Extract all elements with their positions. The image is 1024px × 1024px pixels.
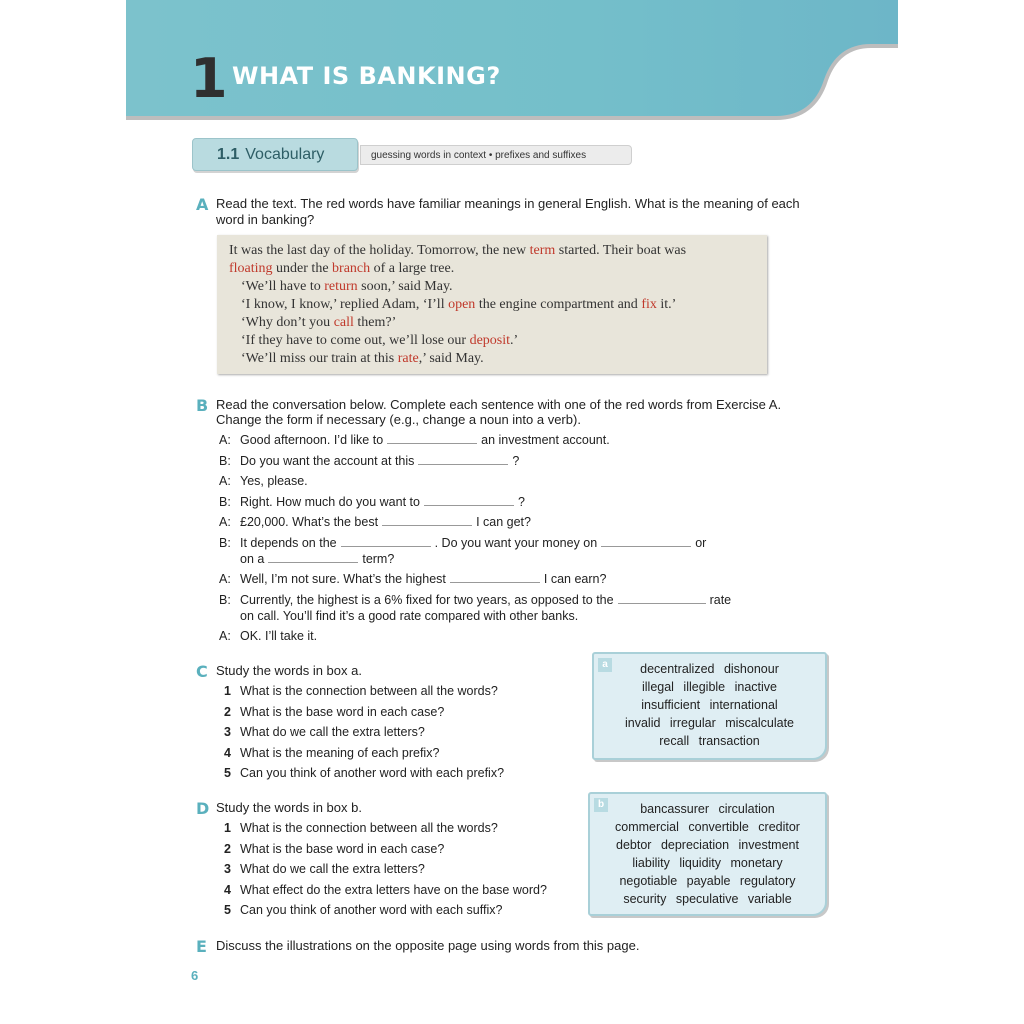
- word-box-line: commercial convertible creditor: [615, 820, 800, 834]
- question-number: 3: [224, 862, 231, 876]
- section-tab: [192, 138, 358, 171]
- box-a-label: a: [598, 658, 612, 672]
- answer-blank: [268, 552, 358, 563]
- dialogue-text: ?: [512, 454, 520, 468]
- dialogue-line: [240, 474, 308, 488]
- unit-number: 1: [190, 47, 228, 110]
- question-text: What is the connection between all the words?: [240, 821, 498, 835]
- red-word: fix: [641, 297, 657, 312]
- speaker-label: B:: [219, 536, 231, 550]
- dialogue-text: . Do you want your money on: [434, 536, 598, 550]
- answer-blank: [341, 536, 431, 547]
- story-text: ‘I know, I know,’ replied Adam, ‘I’ll: [241, 297, 449, 312]
- red-word: branch: [332, 261, 371, 276]
- box-b-label: b: [594, 798, 608, 812]
- red-word: rate: [397, 351, 419, 366]
- answer-blank: [387, 433, 477, 444]
- red-word: open: [448, 297, 476, 312]
- dialogue-text: Well, I’m not sure. What’s the highest: [240, 572, 446, 586]
- story-text: ‘If they have to come out, we’ll lose our: [241, 333, 470, 348]
- section-number: 1.1: [217, 145, 240, 163]
- question-text: What do we call the extra letters?: [240, 725, 425, 739]
- answer-blank: [601, 536, 691, 547]
- story-text: ,’ said May.: [418, 351, 484, 366]
- question-number: 3: [224, 725, 231, 739]
- story-line: [241, 279, 453, 295]
- page-number: 6: [191, 968, 199, 983]
- story-line: [229, 261, 454, 277]
- dialogue-text: Yes, please.: [240, 474, 308, 488]
- exercise-b-instruction-cont: Change the form if necessary (e.g., change a noun into a verb).: [216, 412, 581, 427]
- question-number: 1: [224, 821, 231, 835]
- answer-blank: [450, 572, 540, 583]
- exercise-c-instruction: Study the words in box a.: [216, 663, 362, 678]
- speaker-label: B:: [219, 495, 231, 509]
- word-box-line: bancassurer circulation: [640, 802, 775, 816]
- exercise-b-instruction: Read the conversation below. Complete each sentence with one of the red words from Exercise A.: [216, 397, 782, 412]
- question-number: 1: [224, 684, 231, 698]
- dialogue-text: Right. How much do you want to: [240, 495, 420, 509]
- dialogue-line: [240, 629, 317, 643]
- story-line: [241, 297, 676, 313]
- answer-blank: [424, 495, 514, 506]
- story-text: the engine compartment and: [475, 297, 642, 312]
- question-text: What is the base word in each case?: [240, 704, 445, 719]
- red-word: term: [529, 243, 556, 258]
- question-text: Can you think of another word with each suffix?: [240, 903, 503, 917]
- story-text: ‘We’ll have to: [241, 279, 325, 294]
- question-number: 4: [224, 882, 231, 897]
- red-word: return: [324, 279, 358, 294]
- word-box-line: negotiable payable regulatory: [619, 874, 796, 888]
- word-box-b: [588, 792, 827, 916]
- story-text: It was the last day of the holiday. Tomorrow, the new: [229, 243, 530, 258]
- question-text: What is the base word in each case?: [240, 841, 445, 856]
- question-number: 2: [224, 704, 231, 719]
- dialogue-text: Good afternoon. I’d like to: [240, 433, 384, 447]
- question-text: What effect do the extra letters have on the base word?: [240, 882, 547, 897]
- story-line: [241, 351, 484, 367]
- section-topics: guessing words in context • prefixes and suffixes: [360, 145, 632, 165]
- story-text: soon,’ said May.: [357, 279, 453, 294]
- word-box-a: [592, 652, 827, 760]
- exercise-e-letter: E: [196, 937, 207, 956]
- dialogue-line: [240, 495, 525, 509]
- story-text: it.’: [656, 297, 677, 312]
- word-box-line: invalid irregular miscalculate: [624, 716, 794, 730]
- unit-banner: [126, 0, 898, 122]
- exercise-b-letter: B: [196, 396, 209, 415]
- dialogue-text: OK. I’ll take it.: [240, 629, 318, 643]
- speaker-label: A:: [219, 629, 231, 643]
- dialogue-text: an investment account.: [481, 433, 610, 447]
- story-text: .’: [510, 333, 519, 348]
- story-text: ‘We’ll miss our train at this: [241, 351, 398, 366]
- dialogue-text: I can earn?: [543, 572, 607, 586]
- question-number: 5: [224, 903, 231, 917]
- answer-blank: [418, 454, 508, 465]
- story-line: [241, 333, 518, 349]
- answer-blank: [382, 515, 472, 526]
- dialogue-line: [240, 536, 706, 550]
- exercise-c-letter: C: [196, 662, 208, 681]
- dialogue-line: [240, 609, 578, 623]
- dialogue-text: on a: [240, 552, 265, 566]
- question-number: 4: [224, 745, 231, 760]
- red-word: floating: [229, 261, 273, 276]
- section-name: Vocabulary: [245, 145, 325, 163]
- dialogue-line: [240, 515, 531, 529]
- dialogue-text: ?: [517, 495, 525, 509]
- dialogue-text: It depends on the: [240, 536, 337, 550]
- story-line: [229, 243, 686, 259]
- exercise-a-instruction-cont: word in banking?: [216, 212, 315, 227]
- word-box-line: decentralized dishonour: [640, 662, 779, 676]
- question-number: 2: [224, 841, 231, 856]
- speaker-label: B:: [219, 454, 231, 468]
- word-box-line: recall transaction: [659, 734, 760, 748]
- unit-title: WHAT IS BANKING?: [232, 62, 501, 90]
- story-text-box: [217, 235, 767, 374]
- story-text: them?’: [353, 315, 397, 330]
- dialogue-text: I can get?: [476, 515, 531, 529]
- speaker-label: A:: [219, 572, 231, 586]
- word-box-line: debtor depreciation investment: [616, 838, 799, 852]
- word-box-line: security speculative variable: [623, 892, 792, 906]
- red-word: deposit: [469, 333, 511, 348]
- question-number: 5: [224, 766, 231, 780]
- red-word: call: [333, 315, 354, 330]
- speaker-label: B:: [219, 593, 231, 607]
- dialogue-text: Do you want the account at this: [240, 454, 415, 468]
- answer-blank: [618, 593, 706, 604]
- word-box-line: insufficient international: [641, 698, 778, 712]
- word-box-line: liability liquidity monetary: [632, 856, 783, 870]
- question-text: Can you think of another word with each prefix?: [240, 766, 505, 780]
- exercise-a-instruction: Read the text. The red words have familiar meanings in general English. What is the meaning of each: [216, 196, 800, 211]
- exercise-a-letter: A: [196, 195, 209, 214]
- dialogue-line: [240, 593, 731, 607]
- speaker-label: A:: [219, 474, 231, 488]
- story-text: under the: [272, 261, 333, 276]
- story-text: started. Their boat was: [555, 243, 687, 258]
- story-line: [241, 315, 396, 331]
- dialogue-text: rate: [709, 593, 732, 607]
- question-text: What is the connection between all the words?: [240, 684, 498, 698]
- story-text: ‘Why don’t you: [241, 315, 334, 330]
- dialogue-text: £20,000. What’s the best: [240, 515, 379, 529]
- dialogue-text: or: [695, 536, 707, 550]
- exercise-d-instruction: Study the words in box b.: [216, 800, 362, 815]
- word-box-line: illegal illegible inactive: [642, 680, 777, 694]
- dialogue-line: [240, 454, 519, 468]
- dialogue-line: [240, 552, 394, 566]
- speaker-label: A:: [219, 515, 231, 529]
- dialogue-text: term?: [362, 552, 395, 566]
- dialogue-line: [240, 433, 610, 447]
- story-text: of a large tree.: [370, 261, 455, 276]
- question-text: What is the meaning of each prefix?: [240, 745, 440, 760]
- dialogue-text: Currently, the highest is a 6% fixed for two years, as opposed to the: [240, 593, 614, 607]
- question-text: What do we call the extra letters?: [240, 862, 425, 876]
- dialogue-line: [240, 572, 606, 586]
- dialogue-text: on call. You’ll find it’s a good rate compared with other banks.: [240, 609, 579, 623]
- exercise-d-letter: D: [196, 799, 210, 818]
- speaker-label: A:: [219, 433, 231, 447]
- exercise-e-instruction: Discuss the illustrations on the opposite page using words from this page.: [216, 938, 640, 953]
